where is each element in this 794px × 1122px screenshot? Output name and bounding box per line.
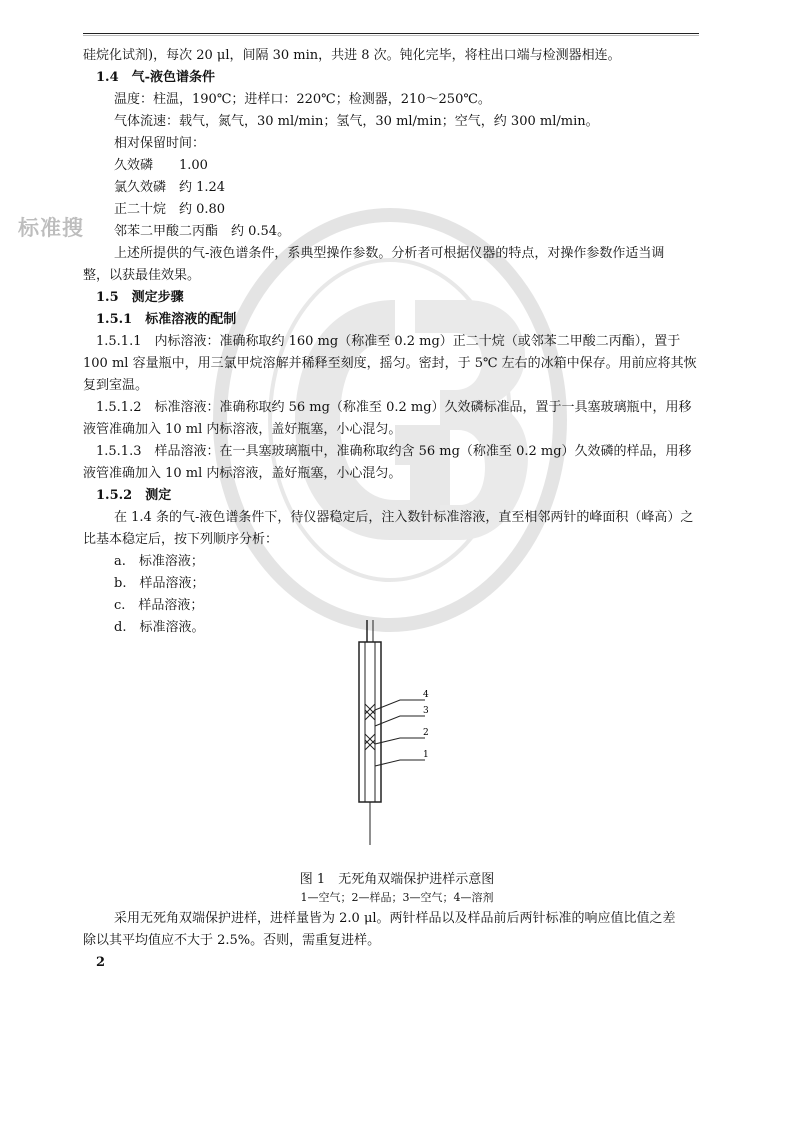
retention-item-1: 久效磷 1.00 (114, 158, 208, 173)
body-line-1-5-1-3-a: 1.5.1.3 样品溶液：在一具塞玻璃瓶中，准确称取约含 56 mg（称准至 0.2 mg）久效磷的样品，用移 (96, 444, 692, 459)
figure-label-3: 3 (423, 706, 429, 716)
body-line-1-5-1-1-a: 1.5.1.1 内标溶液：准确称取约 160 mg（称准至 0.2 mg）正二十烷（或邻苯二甲酸二丙酯），置于 (96, 334, 681, 349)
list-item-d: d. 标准溶液。 (114, 620, 205, 635)
section-heading-1-5: 1.5 测定步骤 (96, 290, 184, 305)
figure-caption: 图 1 无死角双端保护进样示意图 (299, 872, 495, 887)
retention-item-3: 正二十烷 约 0.80 (114, 202, 226, 217)
body-line-temperature: 温度：柱温，190℃；进样口：220℃；检测器，210～250℃。 (114, 92, 491, 107)
figure-label-2: 2 (423, 728, 429, 738)
list-item-c: c. 样品溶液； (114, 598, 204, 613)
body-line-1-5-1-1-c: 复到室温。 (83, 378, 149, 393)
list-item-b: b. 样品溶液； (114, 576, 205, 591)
body-line-final-1: 采用无死角双端保护进样，进样量皆为 2.0 μl。两针样品以及样品前后两针标准的响应值比值之差 (114, 911, 676, 926)
body-line-1: 硅烷化试剂)，每次 20 μl，间隔 30 min，共进 8 次。钝化完毕，将柱出口端与检测器相连。 (83, 48, 621, 63)
body-line-1-5-1-2-b: 液管准确加入 10 ml 内标溶液，盖好瓶塞，小心混匀。 (83, 422, 402, 437)
body-line-gas-flow: 气体流速：载气，氮气，30 ml/min；氢气，30 ml/min；空气，约 300 ml/min。 (114, 114, 599, 129)
section-heading-1-5-2: 1.5.2 测定 (96, 488, 172, 503)
body-line-1-5-1-3-b: 液管准确加入 10 ml 内标溶液，盖好瓶塞，小心混匀。 (83, 466, 402, 481)
body-line-params-2: 整，以获最佳效果。 (83, 268, 201, 283)
retention-item-4: 邻苯二甲酸二丙酯 约 0.54。 (114, 224, 291, 239)
page-number: 2 (96, 955, 106, 970)
body-line-retention-title: 相对保留时间： (114, 136, 206, 151)
header-rule (83, 33, 699, 34)
body-line-1-5-1-2-a: 1.5.1.2 标准溶液：准确称取约 56 mg（称准至 0.2 mg）久效磷标准品，置于一具塞玻璃瓶中，用移 (96, 400, 692, 415)
body-line-measure-2: 比基本稳定后，按下列顺序分析： (83, 532, 279, 547)
retention-item-2: 氯久效磷 约 1.24 (114, 180, 226, 195)
section-heading-1-4: 1.4 气-液色谱条件 (96, 70, 216, 85)
syringe-diagram (345, 620, 455, 850)
header-rule-thin (83, 35, 699, 36)
figure-label-4: 4 (423, 690, 429, 700)
section-heading-1-5-1: 1.5.1 标准溶液的配制 (96, 312, 237, 327)
figure-legend: 1—空气；2—样品；3—空气；4—溶剂 (300, 891, 494, 904)
body-line-measure-1: 在 1.4 条的气-液色谱条件下，待仪器稳定后，注入数针标准溶液，直至相邻两针的峰面积（峰高）之 (114, 510, 694, 525)
body-line-1-5-1-1-b: 100 ml 容量瓶中，用三氯甲烷溶解并稀释至刻度，摇匀。密封，于 5℃ 左右的冰箱中保存。用前应将其恢 (83, 356, 697, 371)
figure-label-1: 1 (423, 750, 429, 760)
list-item-a: a. 标准溶液； (114, 554, 204, 569)
body-line-final-2: 除以其平均值应不大于 2.5%。否则，需重复进样。 (83, 933, 381, 948)
side-watermark-text: 标准搜 (18, 216, 84, 240)
body-line-params-1: 上述所提供的气-液色谱条件，系典型操作参数。分析者可根据仪器的特点，对操作参数作适当调 (114, 246, 665, 261)
